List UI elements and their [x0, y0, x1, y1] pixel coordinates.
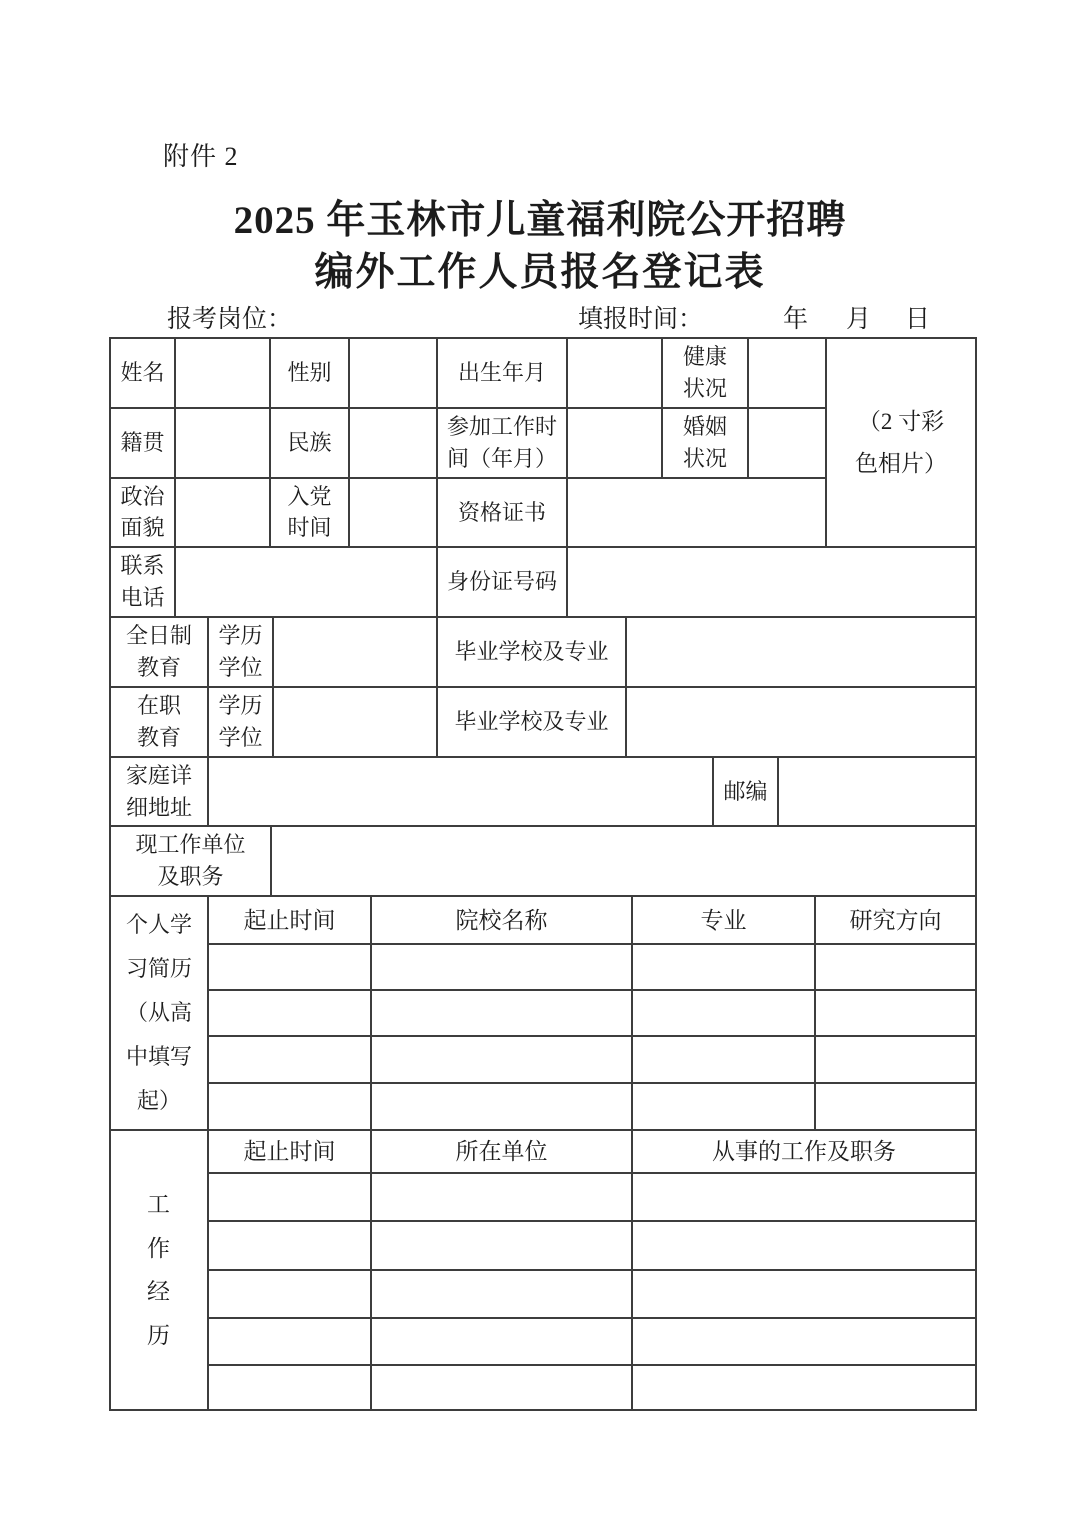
study-col-header-time: 起止时间: [208, 896, 371, 944]
join-work-time-label: 参加工作时 间（年月）: [437, 408, 567, 478]
ethnicity-label: 民族: [270, 408, 349, 478]
certificate-label: 资格证书: [437, 478, 567, 548]
onjob-school-value-cell: [626, 687, 976, 757]
study-row-cell: [208, 1083, 371, 1130]
study-row-cell: [632, 1036, 815, 1083]
work-row-cell: [632, 1318, 976, 1365]
ethnicity-value-cell: [349, 408, 437, 478]
work-row-cell: [208, 1173, 371, 1221]
band-employer: [109, 825, 977, 897]
onjob-school-label: 毕业学校及专业: [437, 687, 626, 757]
name-label: 姓名: [110, 338, 175, 408]
study-row-cell: [208, 990, 371, 1036]
phone-label: 联系 电话: [110, 547, 175, 617]
band-study-history: [109, 895, 977, 1131]
band-work-experience: [109, 1129, 977, 1411]
id-number-value-cell: [567, 547, 976, 617]
study-row-cell: [815, 1083, 976, 1130]
year-label: 年: [783, 306, 809, 333]
political-status-value-cell: [175, 478, 270, 548]
study-row-cell: [815, 944, 976, 990]
onjob-degree-label: 学历 学位: [208, 687, 273, 757]
photo-placeholder: （2 寸彩 色相片）: [826, 338, 976, 547]
study-row-cell: [371, 944, 632, 990]
fulltime-degree-value-cell: [273, 617, 437, 687]
phone-value-cell: [175, 547, 437, 617]
onjob-education-label: 在职 教育: [110, 687, 208, 757]
work-col-header-duty: 从事的工作及职务: [632, 1130, 976, 1173]
work-col-header-unit: 所在单位: [371, 1130, 632, 1173]
work-row-cell: [371, 1221, 632, 1270]
native-place-value-cell: [175, 408, 270, 478]
study-row-cell: [815, 990, 976, 1036]
fulltime-education-label: 全日制 教育: [110, 617, 208, 687]
work-row-cell: [208, 1270, 371, 1318]
study-row-cell: [208, 944, 371, 990]
month-label: 月: [846, 306, 872, 333]
study-row-cell: [371, 1083, 632, 1130]
health-status-value-cell: [748, 338, 826, 408]
study-history-label: 个人学 习简历 （从高 中填写 起）: [110, 896, 208, 1130]
study-row-cell: [815, 1036, 976, 1083]
band-basic-info: [109, 337, 977, 548]
work-row-cell: [208, 1221, 371, 1270]
apply-position-label: 报考岗位：: [167, 306, 293, 333]
registration-table: [109, 337, 975, 1411]
postcode-value-cell: [778, 757, 976, 827]
study-row-cell: [632, 990, 815, 1036]
study-row-cell: [371, 990, 632, 1036]
form-title-line1: 2025 年玉林市儿童福利院公开招聘: [233, 199, 847, 242]
meta-row: [0, 299, 1080, 331]
fulltime-school-label: 毕业学校及专业: [437, 617, 626, 687]
form-title-line2: 编外工作人员报名登记表: [314, 251, 766, 294]
work-row-cell: [632, 1270, 976, 1318]
fulltime-degree-label: 学历 学位: [208, 617, 273, 687]
work-row-cell: [371, 1270, 632, 1318]
work-col-header-time: 起止时间: [208, 1130, 371, 1173]
band-contact: [109, 546, 977, 618]
health-status-label: 健康 状况: [662, 338, 748, 408]
gender-label: 性别: [270, 338, 349, 408]
work-row-cell: [208, 1318, 371, 1365]
work-row-cell: [371, 1318, 632, 1365]
fulltime-school-value-cell: [626, 617, 976, 687]
band-education: [109, 616, 977, 758]
work-row-cell: [371, 1365, 632, 1410]
work-row-cell: [632, 1173, 976, 1221]
study-col-header-school: 院校名称: [371, 896, 632, 944]
work-row-cell: [632, 1365, 976, 1410]
home-address-value-cell: [208, 757, 713, 827]
name-value-cell: [175, 338, 270, 408]
political-status-label: 政治 面貌: [110, 478, 175, 548]
band-address: [109, 756, 977, 828]
fill-time-label: 填报时间：: [578, 306, 704, 333]
work-row-cell: [208, 1365, 371, 1410]
postcode-label: 邮编: [713, 757, 778, 827]
native-place-label: 籍贯: [110, 408, 175, 478]
current-employer-value-cell: [271, 826, 976, 896]
home-address-label: 家庭详 细地址: [110, 757, 208, 827]
work-experience-label: 工 作 经 历: [110, 1130, 208, 1410]
day-label: 日: [905, 306, 931, 333]
birth-date-label: 出生年月: [437, 338, 567, 408]
work-row-cell: [371, 1173, 632, 1221]
certificate-value-cell: [567, 478, 826, 548]
birth-date-value-cell: [567, 338, 662, 408]
marital-status-value-cell: [748, 408, 826, 478]
id-number-label: 身份证号码: [437, 547, 567, 617]
current-employer-label: 现工作单位 及职务: [110, 826, 271, 896]
join-work-time-value-cell: [567, 408, 662, 478]
study-row-cell: [208, 1036, 371, 1083]
attachment-label: 附件 2: [163, 142, 239, 171]
study-col-header-research: 研究方向: [815, 896, 976, 944]
party-join-time-label: 入党 时间: [270, 478, 349, 548]
onjob-degree-value-cell: [273, 687, 437, 757]
study-row-cell: [632, 1083, 815, 1130]
study-row-cell: [371, 1036, 632, 1083]
party-join-time-value-cell: [349, 478, 437, 548]
work-row-cell: [632, 1221, 976, 1270]
study-row-cell: [632, 944, 815, 990]
gender-value-cell: [349, 338, 437, 408]
marital-status-label: 婚姻 状况: [662, 408, 748, 478]
study-col-header-major: 专业: [632, 896, 815, 944]
